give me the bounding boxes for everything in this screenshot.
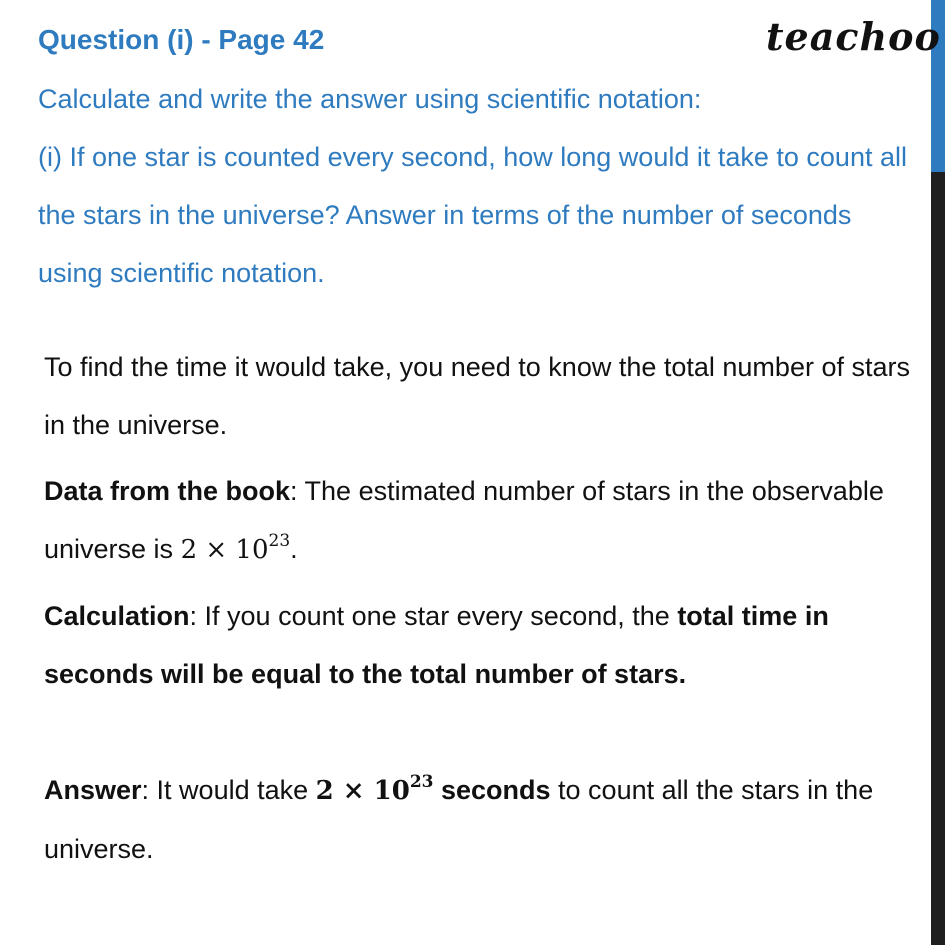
answer-unit: seconds <box>433 775 551 805</box>
data-end: . <box>290 534 298 564</box>
answer-math <box>315 772 434 806</box>
teachoo-logo: teachoo <box>766 14 941 59</box>
question-text <box>38 70 918 302</box>
answer-label: Answer <box>44 775 142 805</box>
calculation-paragraph <box>44 587 914 703</box>
question-title: Question (i) - Page 42 <box>38 24 325 55</box>
question-instruction: Calculate and write the answer using scientific notation: <box>38 84 702 114</box>
data-math-exponent: 23 <box>268 531 291 551</box>
data-text: : The estimated number of stars in the observable universe is <box>44 476 884 564</box>
data-paragraph <box>44 462 914 579</box>
answer-text: : It would take <box>141 775 316 805</box>
calculation-bold-text: total time in seconds will be equal to the total number of stars. <box>44 601 829 689</box>
calculation-label: Calculation <box>44 601 190 631</box>
solution-intro: To find the time it would take, you need to know the total number of stars in the universe. <box>44 352 910 440</box>
data-label: Data from the book <box>44 476 291 506</box>
answer-paragraph <box>44 761 914 878</box>
solution-body <box>44 338 914 878</box>
answer-math-exponent: 23 <box>409 772 434 792</box>
spacer <box>44 703 914 761</box>
answer-end: to count all the stars in the universe. <box>44 775 874 864</box>
data-math <box>180 531 291 565</box>
question-part-i: (i) If one star is counted every second, how long would it take to count all the stars in the universe? Answer in terms of the number of seconds using scientific notation. <box>38 142 907 288</box>
data-math-base: 2 × 10 <box>180 535 269 565</box>
calculation-text: : If you count one star every second, the <box>189 601 678 631</box>
answer-math-base: 2 × 10 <box>315 776 410 806</box>
